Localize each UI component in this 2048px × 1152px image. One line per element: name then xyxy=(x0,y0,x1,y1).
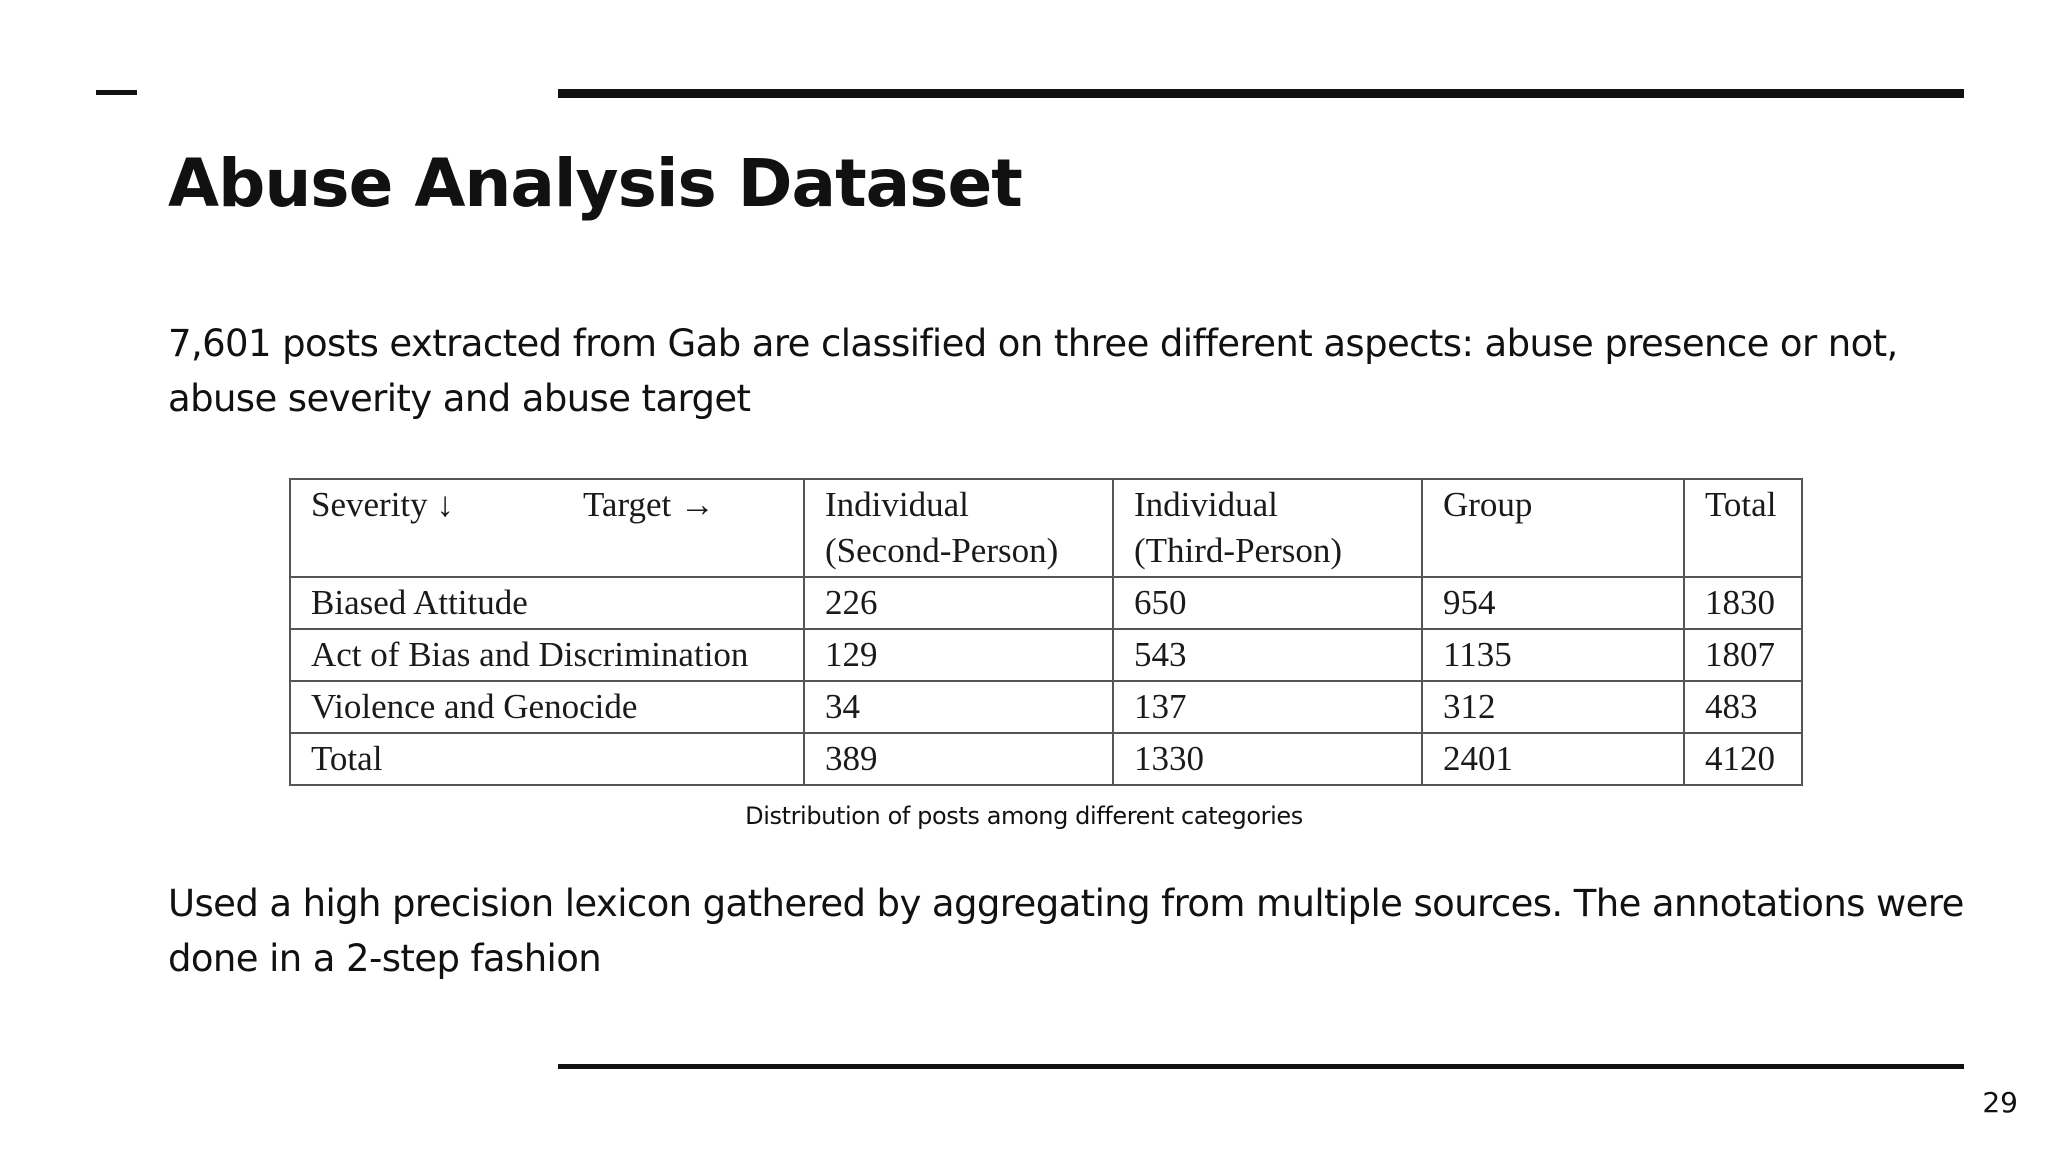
page-number: 29 xyxy=(1982,1086,2018,1119)
column-header-line1: Individual xyxy=(825,485,969,524)
severity-axis-label: Severity ↓ xyxy=(311,485,454,524)
table-cell: 34 xyxy=(804,681,1113,733)
intro-paragraph: 7,601 posts extracted from Gab are classified on three different aspects: abuse presence or not, abuse severity and abuse target xyxy=(168,322,1898,420)
decorative-bottom-rule xyxy=(558,1064,1964,1069)
table-cell: 1807 xyxy=(1684,629,1802,681)
table-cell: 1135 xyxy=(1422,629,1684,681)
table-cell: 954 xyxy=(1422,577,1684,629)
decorative-short-line xyxy=(96,90,137,95)
column-header xyxy=(804,479,1113,577)
column-header xyxy=(1422,479,1684,577)
table-cell: 483 xyxy=(1684,681,1802,733)
column-header-line1: Total xyxy=(1705,485,1777,524)
table-cell: 4120 xyxy=(1684,733,1802,785)
table-cell: 389 xyxy=(804,733,1113,785)
distribution-table xyxy=(289,478,1803,786)
table-row xyxy=(290,577,1802,629)
table-cell: 650 xyxy=(1113,577,1422,629)
table-cell: 543 xyxy=(1113,629,1422,681)
row-label: Violence and Genocide xyxy=(290,681,804,733)
slide-title: Abuse Analysis Dataset xyxy=(168,145,1022,222)
method-paragraph: Used a high precision lexicon gathered by aggregating from multiple sources. The annotations were done in a 2-step fashion xyxy=(168,882,1964,980)
table-caption: Distribution of posts among different categories xyxy=(745,802,1303,830)
column-header-line2: (Second-Person) xyxy=(825,531,1059,570)
column-header-line2: (Third-Person) xyxy=(1134,531,1343,570)
column-header xyxy=(1684,479,1802,577)
table-corner-header xyxy=(290,479,804,577)
table-header-row xyxy=(290,479,1802,577)
column-header-line1: Individual xyxy=(1134,485,1278,524)
table-row xyxy=(290,681,1802,733)
column-header xyxy=(1113,479,1422,577)
table-cell: 129 xyxy=(804,629,1113,681)
row-label: Total xyxy=(290,733,804,785)
column-header-line1: Group xyxy=(1443,485,1533,524)
table-cell: 1330 xyxy=(1113,733,1422,785)
row-label: Act of Bias and Discrimination xyxy=(290,629,804,681)
table-cell: 1830 xyxy=(1684,577,1802,629)
table-cell: 2401 xyxy=(1422,733,1684,785)
target-axis-label: Target → xyxy=(582,485,715,524)
distribution-table-container xyxy=(289,478,1801,786)
table-cell: 312 xyxy=(1422,681,1684,733)
decorative-top-rule xyxy=(558,89,1964,98)
table-cell: 137 xyxy=(1113,681,1422,733)
table-cell: 226 xyxy=(804,577,1113,629)
table-row xyxy=(290,733,1802,785)
table-row xyxy=(290,629,1802,681)
row-label: Biased Attitude xyxy=(290,577,804,629)
